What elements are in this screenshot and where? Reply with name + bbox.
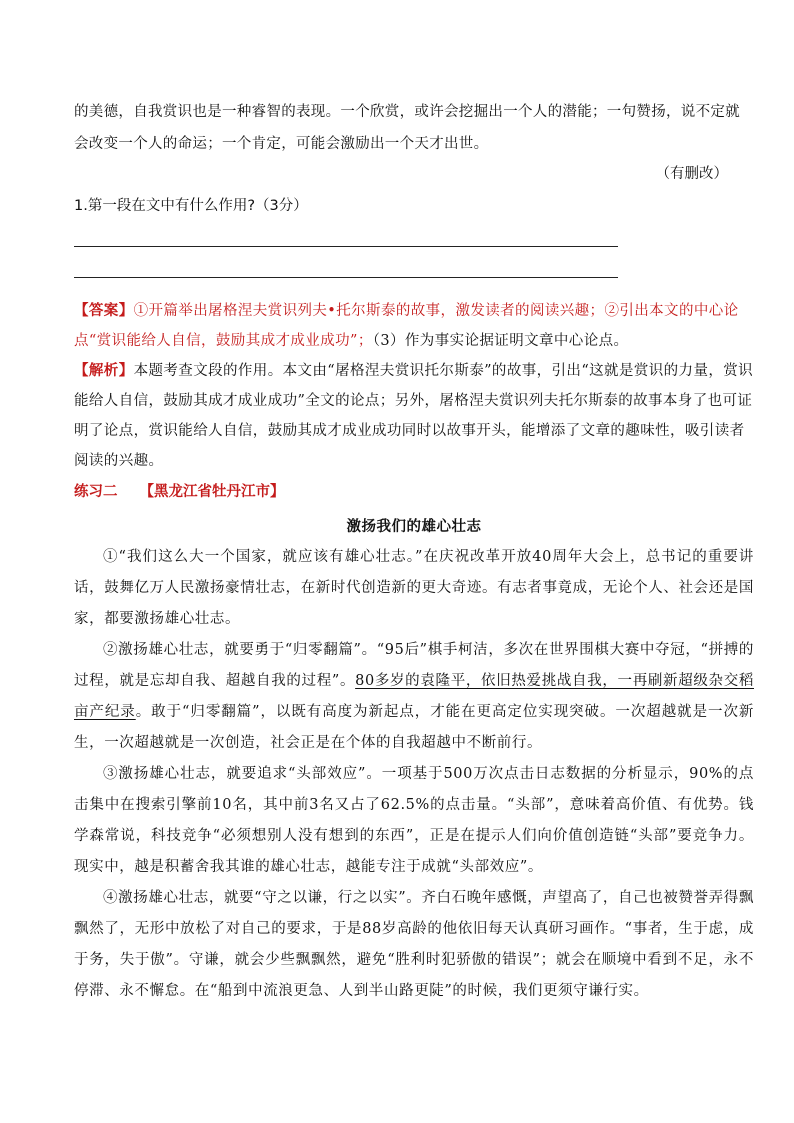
exercise-location: 【黑龙江省牡丹江市】	[139, 483, 285, 500]
question-1: 1.第一段在文中有什么作用?（3分）	[74, 198, 308, 214]
article-title: 激扬我们的雄心壮志	[346, 518, 482, 535]
answer-label: 【答案】	[74, 302, 134, 319]
p2-text-b: 。敢于“归零翻篇”，以既有高度为新起点，才能在更高定位实现突破。一次超越就是一次新生，一次超越就是一次创造，社会正是在个体的自我超越中不断前行。	[74, 704, 754, 751]
exercise-heading	[74, 478, 754, 506]
analysis-text: 本题考查文段的作用。本文由“屠格涅夫赏识托尔斯泰”的故事，引出“这就是赏识的力量，赏识能给人自信，鼓励其成才成业成功”全文的论点；另外，屠格涅夫赏识列夫托尔斯泰的故事本身了也可证明了论点，赏识能给人自信，鼓励其成才成业成功同时以故事开头，能增添了文章的趣味性，吸引读者阅读的兴趣。	[74, 363, 754, 469]
intro-paragraph: 的美德，自我赏识也是一种睿智的表现。一个欣赏，或许会挖掘出一个人的潜能；一句赞扬，说不定就会改变一个人的命运；一个肯定，可能会激励出一个天才出世。	[74, 104, 740, 152]
answer-text-black: （3）作为事实论据证明文章中心论点。	[372, 333, 629, 349]
article-paragraph-3: ③激扬雄心壮志，就要追求“头部效应”。一项基于500万次点击日志数据的分析显示，90%的点击集中在搜索引擎前10名，其中前3名又占了62.5%的点击量。“头部”，意味着高价值、有优势。钱学森常说，科技竞争“必须想别人没有想到的东西”，正是在提示人们向价值创造链“头部”要竞争力。现实中，越是积蓄舍我其谁的雄心壮志，越能专注于成就“头部效应”。	[74, 766, 754, 875]
p2-underlined-text: 80多岁的袁隆平，依旧热爱挑战自我，一再刷新超级杂交稻亩产纪录	[74, 673, 754, 720]
answer-block	[74, 296, 754, 356]
exercise-label: 练习二	[74, 483, 118, 500]
answer-text-red: ①开篇举出屠格涅夫赏识列夫•托尔斯泰的故事，激发读者的阅读兴趣；②引出本文的中心论点“赏识能给人自信，鼓励其成才成业成功”；	[74, 303, 739, 349]
p2-text-a: ②激扬雄心壮志，就要勇于“归零翻篇”。“95后”棋手柯洁，多次在世界围棋大赛中夺冠，“拼搏的过程，就是忘却自我、超越自我的过程”。	[74, 642, 754, 689]
answer-blank-line-2[interactable]	[74, 277, 618, 278]
document-page	[74, 96, 754, 1007]
analysis-block	[74, 356, 754, 476]
article-paragraph-4: ④激扬雄心壮志，就要“守之以谦，行之以实”。齐白石晚年感慨，声望高了，自己也被赞誉弄得飘飘然了，无形中放松了对自己的要求，于是88岁高龄的他依旧每天认真研习画作。“事者，生于虑，成于务，失于傲”。守谦，就会少些飘飘然，避免“胜利时犯骄傲的错误”；就会在顺境中看到不足，永不停滞、永不懈怠。在“船到中流浪更急、人到半山路更陡”的时候，我们更须守谦行实。	[74, 890, 754, 999]
answer-blank-line-1[interactable]	[74, 246, 618, 247]
article-paragraph-1: ①“我们这么大一个国家，就应该有雄心壮志。”在庆祝改革开放40周年大会上，总书记的重要讲话，鼓舞亿万人民激扬豪情壮志，在新时代创造新的更大奇迹。有志者事竟成，无论个人、社会还是国家，都要激扬雄心壮志。	[74, 549, 754, 627]
analysis-label: 【解析】	[74, 362, 134, 379]
source-note: （有删改）	[655, 166, 728, 182]
article-paragraph-2	[74, 635, 754, 759]
